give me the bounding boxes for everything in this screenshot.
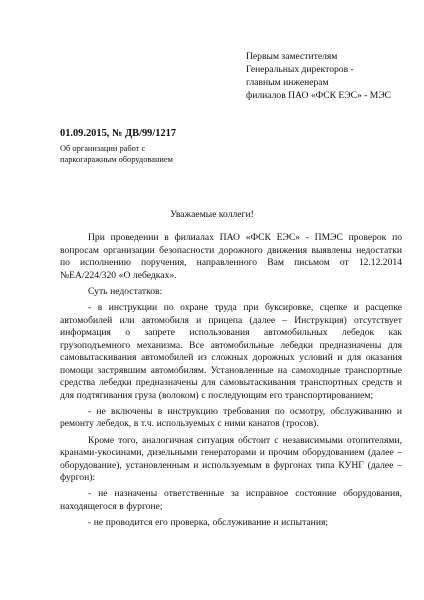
- body-paragraph: - в инструкции по охране труда при буксировке, сцепке и расцепке автомобилей или автомобиля и прицепа (далее – Инструкция) отсутствует информация о запрете использования автомобильных лебедок как грузоподъемного механизма. Все автомобильные лебедки предназначены для самовытаскивания автомобилей из сложных дорожных условий и для оказания помощи застрявшим автомобилям. Установленные на самоходные транспортные средства лебедки предназначены для самовытаскивания транспортных средств и для подтягивания груза (волоком) с последующим его транспортированием;: [60, 302, 402, 401]
- addressee-line: Первым заместителям: [246, 51, 338, 62]
- body-paragraph: Суть недостатков:: [88, 285, 163, 297]
- letter-body: [60, 232, 402, 534]
- body-paragraph: - не проводится его проверка, обслуживание и испытания;: [88, 517, 329, 529]
- subject-block: [60, 143, 173, 165]
- subject-line: Об организации работ с: [60, 144, 146, 153]
- subject-line: паркогаражным оборудованием: [60, 155, 173, 164]
- addressee-block: [246, 50, 416, 102]
- salutation: Уважаемые коллеги!: [170, 209, 254, 220]
- outgoing-reference: 01.09.2015, № ДВ/99/1217: [60, 128, 177, 139]
- body-paragraph: При проведении в филиалах ПАО «ФСК ЕЭС» - ПМЭС проверок по вопросам организации безопасности дорожного движения выявлены недостатки по исполнению поручения, направленного Вам письмом от 12.12.2014 №ЕА/224/320 «О лебедках».: [60, 232, 402, 281]
- body-paragraph: Кроме того, аналогичная ситуация обстоит с независимыми отопителями, кранами-укосинами, дизельными генераторами и прочим оборудованием (далее – оборудование), установленным и используемым в фургонах типа КУНГ (далее – фургон):: [60, 434, 402, 484]
- addressee-line: филиалов ПАО «ФСК ЕЭС» - МЭС: [246, 90, 392, 101]
- body-paragraph: - не назначены ответственные за исправное состояние оборудования, находящегося в фургоне;: [60, 488, 402, 512]
- addressee-line: Генеральных директоров -: [246, 64, 354, 75]
- addressee-line: главным инженерам: [246, 77, 329, 88]
- body-paragraph: - не включены в инструкцию требования по осмотру, обслуживанию и ремонту лебедок, в т.ч. используемых с ними канатов (тросов).: [60, 405, 402, 430]
